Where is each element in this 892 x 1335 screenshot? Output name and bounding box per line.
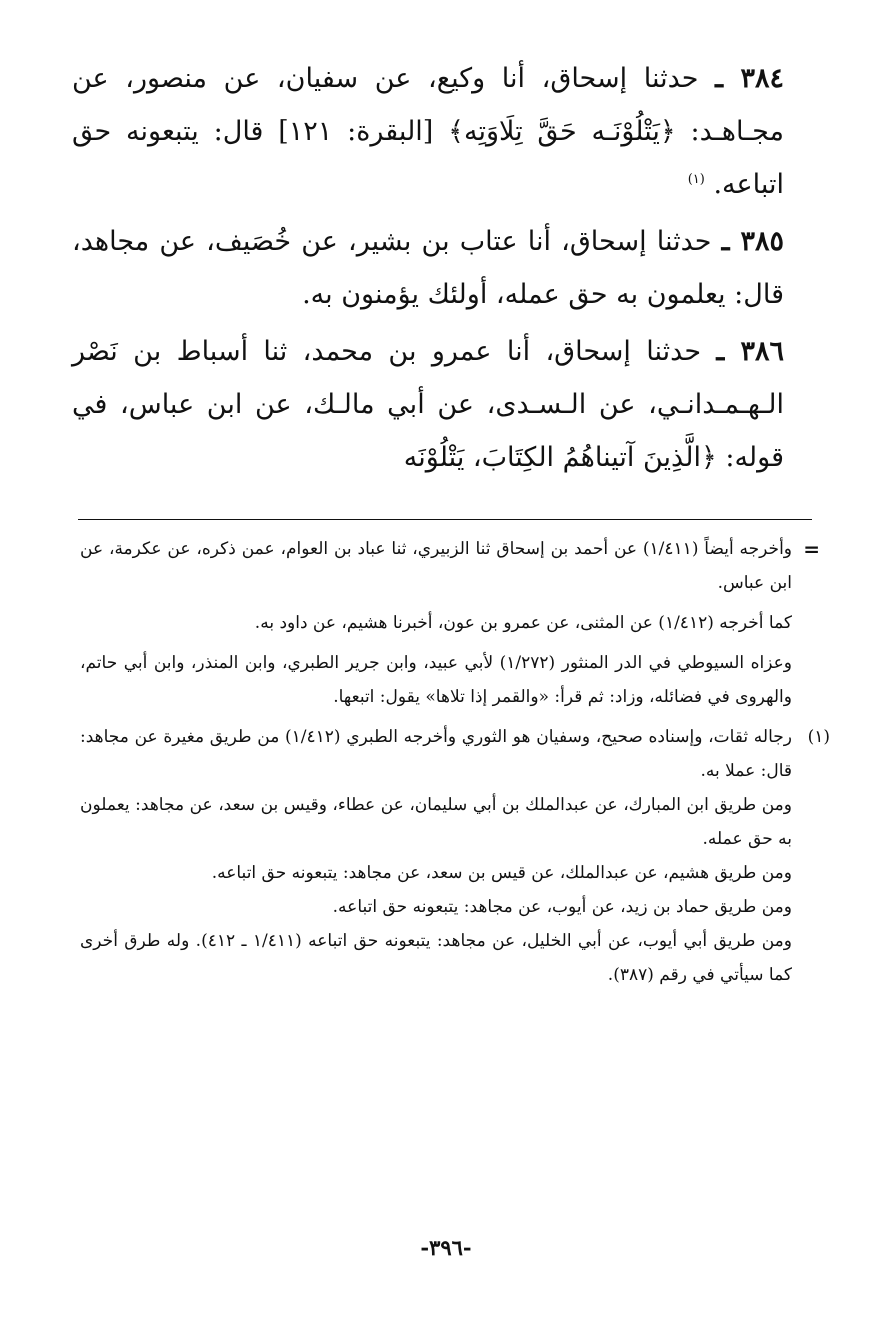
note-paragraph: كما أخرجه (١/٤١٢) عن المثنى، عن عمرو بن عون، أخبرنا هشيم، عن داود به. bbox=[254, 613, 792, 633]
page-number: -٣٩٦- bbox=[420, 1235, 472, 1260]
footnote-paragraph: رجاله ثقات، وإسناده صحيح، وسفيان هو الثوري وأخرجه الطبري (١/٤١٢) من طريق مغيرة عن مجاهد: قال: عملا به. bbox=[80, 727, 792, 781]
main-text bbox=[72, 52, 784, 484]
entry-text: حدثنا إسحاق، أنا وكيع، عن سفيان، عن منصور، عن مجـاهـد: ﴿يَتْلُوْنَـه حَقَّ تِلَاوَتِه﴾ [البقرة: ١٢١] قال: يتبعونه حق اتباعه. bbox=[72, 63, 784, 200]
entry-text: حدثنا إسحاق، أنا عمرو بن محمد، ثنا أسباط بن نَصْر الـهـمـدانـي، عن الـسـدى، عن أبي مالـك، عن ابن عباس، في قوله: ﴿الَّذِينَ آتيناهُمُ الكِتَابَ، يَتْلُوْنَه bbox=[72, 336, 784, 473]
note-paragraph: وأخرجه أيضاً (١/٤١١) عن أحمد بن إسحاق ثنا الزبيري، ثنا عباد بن العوام، عمن ذكره، عن عكرمة، عن ابن عباس. bbox=[80, 539, 792, 593]
footnotes-area bbox=[80, 532, 830, 992]
footnote-label: (١) bbox=[807, 727, 830, 747]
footnote-divider bbox=[78, 519, 812, 520]
footnote-paragraph: ومن طريق هشيم، عن عبدالملك، عن قيس بن سعد، عن مجاهد: يتبعونه حق اتباعه. bbox=[211, 863, 792, 883]
footnote-paragraph: ومن طريق ابن المبارك، عن عبدالملك بن أبي سليمان، عن عطاء، وقيس بن سعد، عن مجاهد: يعملون به حق عمله. bbox=[80, 795, 792, 849]
continued-note bbox=[80, 532, 820, 714]
entry-385 bbox=[72, 215, 784, 321]
entry-number: ٣٨٥ ـ bbox=[721, 226, 784, 257]
footnote-paragraph: ومن طريق أبي أيوب، عن أبي الخليل، عن مجاهد: يتبعونه حق اتباعه (١/٤١١ ـ ٤١٢). وله طرق أخرى كما سيأتي في رقم (٣٨٧). bbox=[80, 931, 792, 985]
entry-number: ٣٨٤ ـ bbox=[715, 63, 785, 94]
continuation-mark: = bbox=[803, 537, 820, 561]
note-paragraph: وعزاه السيوطي في الدر المنثور (١/٢٧٢) لأبي عبيد، وابن جرير الطبري، وابن المنذر، وابن أبي حاتم، والهروى في فضائله، وزاد: ثم قرأ: «والقمر إذا تلاها» يقول: اتبعها. bbox=[80, 653, 793, 707]
footnote-reference[interactable]: (١) bbox=[687, 172, 705, 187]
footnote-paragraph: ومن طريق حماد بن زيد، عن أيوب، عن مجاهد: يتبعونه حق اتباعه. bbox=[332, 897, 792, 917]
entry-386 bbox=[72, 325, 784, 484]
footnote-1 bbox=[80, 720, 830, 992]
entry-text: حدثنا إسحاق، أنا عتاب بن بشير، عن خُصَيف، عن مجاهد، قال: يعلمون به حق عمله، أولئك يؤمنون به. bbox=[72, 226, 784, 310]
entry-number: ٣٨٦ ـ bbox=[716, 336, 784, 367]
entry-384 bbox=[72, 52, 784, 211]
